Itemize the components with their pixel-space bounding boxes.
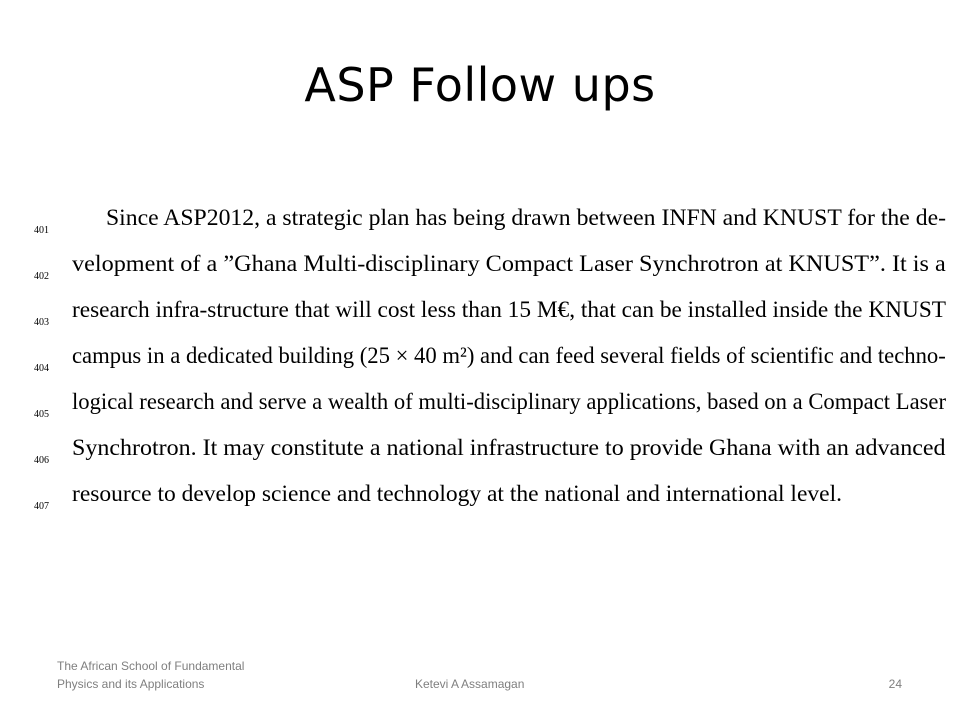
document-excerpt-image: [34, 205, 952, 525]
line-number: 402: [34, 271, 49, 282]
line-number: 403: [34, 317, 49, 328]
footer-school-name: The African School of Fundamental Physics and its Applications: [57, 659, 245, 691]
line-text: Synchrotron. It may constitute a national infrastructure to provide Ghana with an advanced: [72, 435, 946, 461]
line-text: campus in a dedicated building (25 × 40 m²) and can feed several fields of scientific and techno-: [72, 343, 946, 369]
excerpt-line: [34, 297, 952, 343]
line-number: 404: [34, 363, 49, 374]
excerpt-line: [34, 389, 952, 435]
line-number: 407: [34, 501, 49, 512]
excerpt-line: [34, 435, 952, 481]
excerpt-line: [34, 205, 952, 251]
line-text: velopment of a ”Ghana Multi-disciplinary Compact Laser Synchrotron at KNUST”. It is a: [72, 251, 946, 277]
line-text: resource to develop science and technology at the national and international level.: [72, 481, 842, 507]
line-text: logical research and serve a wealth of multi-disciplinary applications, based on a Compact Laser: [72, 389, 947, 415]
line-number: 401: [34, 225, 49, 236]
excerpt-line: [34, 343, 952, 389]
excerpt-line: [34, 481, 952, 527]
footer-author: Ketevi A Assamagan: [415, 677, 525, 691]
excerpt-line: [34, 251, 952, 297]
footer-page-number: 24: [888, 677, 902, 691]
line-text: research infra-structure that will cost less than 15 M€, that can be installed inside the KNUST: [72, 297, 947, 323]
line-text: Since ASP2012, a strategic plan has being drawn between INFN and KNUST for the de-: [106, 205, 946, 231]
line-number: 405: [34, 409, 49, 420]
slide-title: ASP Follow ups: [304, 58, 656, 112]
line-number: 406: [34, 455, 49, 466]
